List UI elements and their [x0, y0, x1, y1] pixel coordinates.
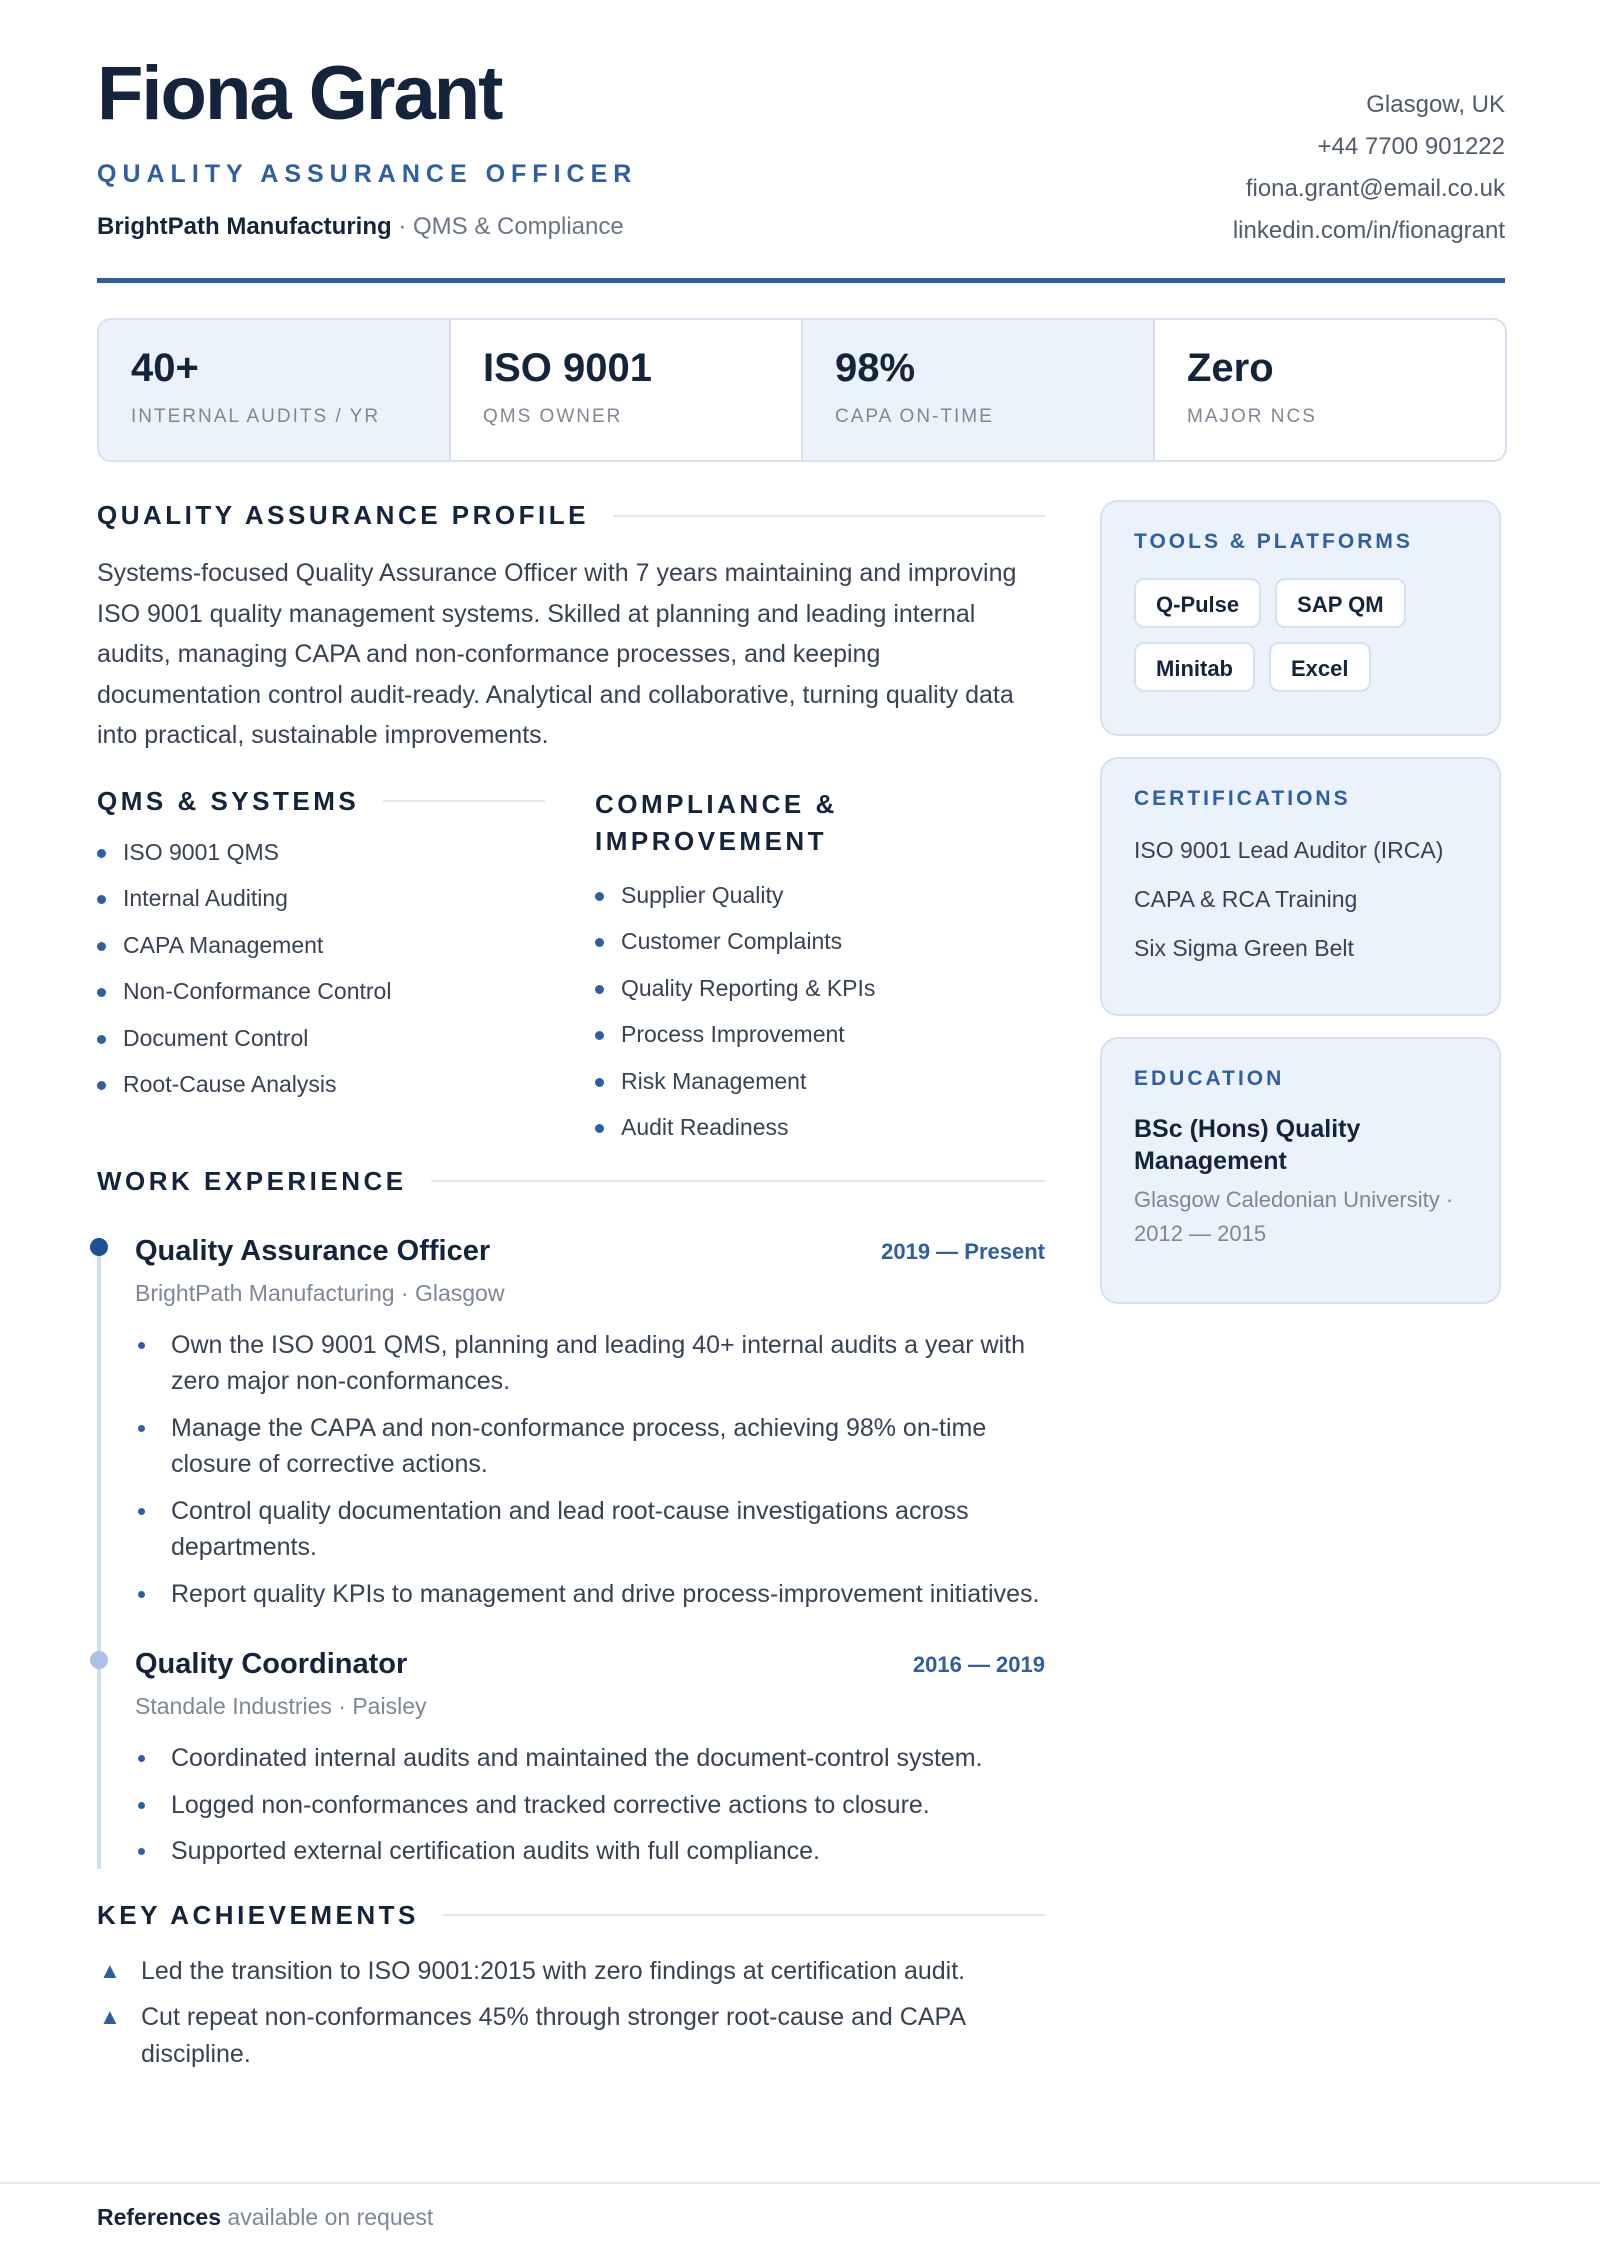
card-title: EDUCATION	[1134, 1067, 1285, 1090]
stat-label: QMS OWNER	[483, 406, 623, 427]
header	[97, 0, 1505, 285]
list-item: ISO 9001 QMS	[97, 835, 545, 882]
stat-capa	[803, 320, 1155, 460]
achievement-text: Led the transition to ISO 9001:2015 with zero findings at certification audit.	[141, 1956, 966, 1985]
stat-value: 98%	[835, 346, 916, 390]
tool-tag: Excel	[1269, 642, 1371, 692]
job-role: QUALITY ASSURANCE OFFICER	[97, 160, 638, 188]
footer-rest: available on request	[221, 2204, 434, 2230]
heading-line	[443, 1914, 1045, 1916]
org-suffix: · QMS & Compliance	[391, 213, 624, 240]
skills-section	[97, 786, 1045, 1166]
edu-school: Glasgow Caledonian University · 2012 — 2015	[1134, 1187, 1454, 1246]
profile-heading	[97, 500, 1045, 531]
footer	[97, 2204, 433, 2231]
list-item: Document Control	[97, 1021, 545, 1068]
compliance-heading	[595, 786, 1045, 860]
list-item: Root-Cause Analysis	[97, 1067, 545, 1114]
list-item: Logged non-conformances and tracked corrective actions to closure.	[135, 1787, 1045, 1824]
list-item: Report quality KPIs to management and drive process-improvement initiatives.	[135, 1576, 1045, 1613]
list-item: CAPA Management	[97, 928, 545, 975]
heading-line	[613, 515, 1045, 517]
tools-card	[1100, 500, 1501, 736]
education-card	[1100, 1037, 1501, 1304]
card-title: TOOLS & PLATFORMS	[1134, 530, 1413, 553]
qms-skills	[97, 786, 545, 1114]
section-title: KEY ACHIEVEMENTS	[97, 1899, 419, 1930]
contact-email[interactable]: fiona.grant@email.co.uk	[1245, 175, 1505, 202]
stat-qms	[451, 320, 803, 460]
timeline-rail	[97, 1654, 101, 1869]
edu-degree: BSc (Hons) Quality Management	[1134, 1115, 1361, 1175]
profile-text: Systems-focused Quality Assurance Officer with 7 years maintaining and improving ISO 9001 quality management systems. Skilled at planning and leading internal audits, managing CAPA and non-conformance processes, and keeping documentation control audit-ready. Analytical and collaborative, turning quality data into practical, sustainable improvements.	[97, 559, 1017, 749]
qms-skill-list	[97, 835, 545, 1114]
header-divider	[97, 278, 1505, 283]
list-item: ISO 9001 Lead Auditor (IRCA)	[1134, 837, 1444, 863]
job-dates: 2016 — 2019	[912, 1652, 1045, 1677]
tool-tag: SAP QM	[1275, 578, 1405, 628]
list-item: Process Improvement	[595, 1017, 1045, 1064]
list-item: Supported external certification audits with full compliance.	[135, 1833, 1045, 1870]
job-org: Standale Industries · Paisley	[135, 1693, 427, 1719]
triangle-up-icon: ▲	[99, 1957, 121, 1983]
contact-linkedin[interactable]: linkedin.com/in/fionagrant	[1232, 217, 1505, 244]
contact-block	[1233, 84, 1505, 252]
current-org	[97, 213, 624, 241]
section-title: QMS & SYSTEMS	[97, 785, 360, 816]
timeline-rail	[97, 1241, 101, 1661]
main-column	[97, 500, 1045, 2082]
contact-location: Glasgow, UK	[1366, 91, 1505, 118]
stat-audits	[99, 320, 451, 460]
experience-heading	[97, 1166, 1045, 1197]
tool-tags	[1134, 578, 1467, 692]
heading-line	[383, 800, 545, 802]
tool-tag: Minitab	[1134, 642, 1255, 692]
list-item: Six Sigma Green Belt	[1134, 935, 1354, 961]
list-item: Manage the CAPA and non-conformance process, achieving 98% on-time closure of corrective actions.	[135, 1410, 1045, 1483]
list-item: Supplier Quality	[595, 878, 1045, 925]
list-item: Audit Readiness	[595, 1110, 1045, 1157]
stat-value: 40+	[131, 346, 199, 390]
list-item: Quality Reporting & KPIs	[595, 971, 1045, 1018]
stat-label: MAJOR NCS	[1187, 406, 1317, 427]
section-title: COMPLIANCE & IMPROVEMENT	[595, 788, 838, 856]
job-title: Quality Assurance Officer	[135, 1234, 491, 1267]
list-item	[97, 1953, 1045, 1990]
list-item: Own the ISO 9001 QMS, planning and leading 40+ internal audits a year with zero major non-conformances.	[135, 1327, 1045, 1400]
candidate-name: Fiona Grant	[97, 51, 502, 136]
list-item: Coordinated internal audits and maintained the document-control system.	[135, 1740, 1045, 1777]
list-item	[97, 1999, 1045, 2072]
stat-value: Zero	[1187, 346, 1274, 390]
stat-label: INTERNAL AUDITS / YR	[131, 406, 381, 427]
triangle-up-icon: ▲	[99, 2004, 121, 2029]
certifications-card	[1100, 757, 1501, 1016]
list-item: Risk Management	[595, 1064, 1045, 1111]
job-entry	[97, 1644, 1045, 1870]
job-bullets	[135, 1327, 1045, 1613]
stat-label: CAPA ON-TIME	[835, 406, 994, 427]
job-title: Quality Coordinator	[135, 1648, 408, 1680]
list-item: Control quality documentation and lead root-cause investigations across departments.	[135, 1493, 1045, 1566]
timeline-dot	[90, 1651, 108, 1669]
timeline-dot	[90, 1238, 108, 1256]
footer-strong: References	[97, 2204, 222, 2230]
job-entry	[97, 1231, 1045, 1613]
list-item: Non-Conformance Control	[97, 974, 545, 1021]
achievement-text: Cut repeat non-conformances 45% through stronger root-cause and CAPA discipline.	[141, 2003, 965, 2068]
section-title: WORK EXPERIENCE	[97, 1165, 407, 1196]
tool-tag: Q-Pulse	[1134, 578, 1261, 628]
heading-line	[431, 1180, 1045, 1182]
job-bullets	[135, 1740, 1045, 1870]
stat-value: ISO 9001	[483, 346, 653, 390]
stat-ncs	[1155, 320, 1505, 460]
stats-bar	[97, 318, 1507, 462]
contact-phone[interactable]: +44 7700 901222	[1317, 133, 1505, 160]
company-name: BrightPath Manufacturing	[97, 213, 392, 240]
experience-list	[97, 1231, 1045, 1870]
job-dates: 2019 — Present	[881, 1238, 1045, 1264]
job-org: BrightPath Manufacturing · Glasgow	[135, 1279, 505, 1306]
list-item: CAPA & RCA Training	[1134, 886, 1358, 912]
section-title: QUALITY ASSURANCE PROFILE	[97, 500, 589, 530]
cert-list	[1134, 833, 1467, 980]
compliance-skill-list	[595, 878, 1045, 1157]
resume-page	[97, 0, 1505, 2068]
achievements-heading	[97, 1900, 1045, 1931]
card-title: CERTIFICATIONS	[1134, 787, 1351, 810]
qms-heading	[97, 786, 545, 817]
achievements-list	[97, 1953, 1045, 2073]
compliance-skills	[595, 786, 1045, 1157]
list-item: Internal Auditing	[97, 881, 545, 928]
footer-divider	[0, 2182, 1600, 2184]
list-item: Customer Complaints	[595, 924, 1045, 971]
